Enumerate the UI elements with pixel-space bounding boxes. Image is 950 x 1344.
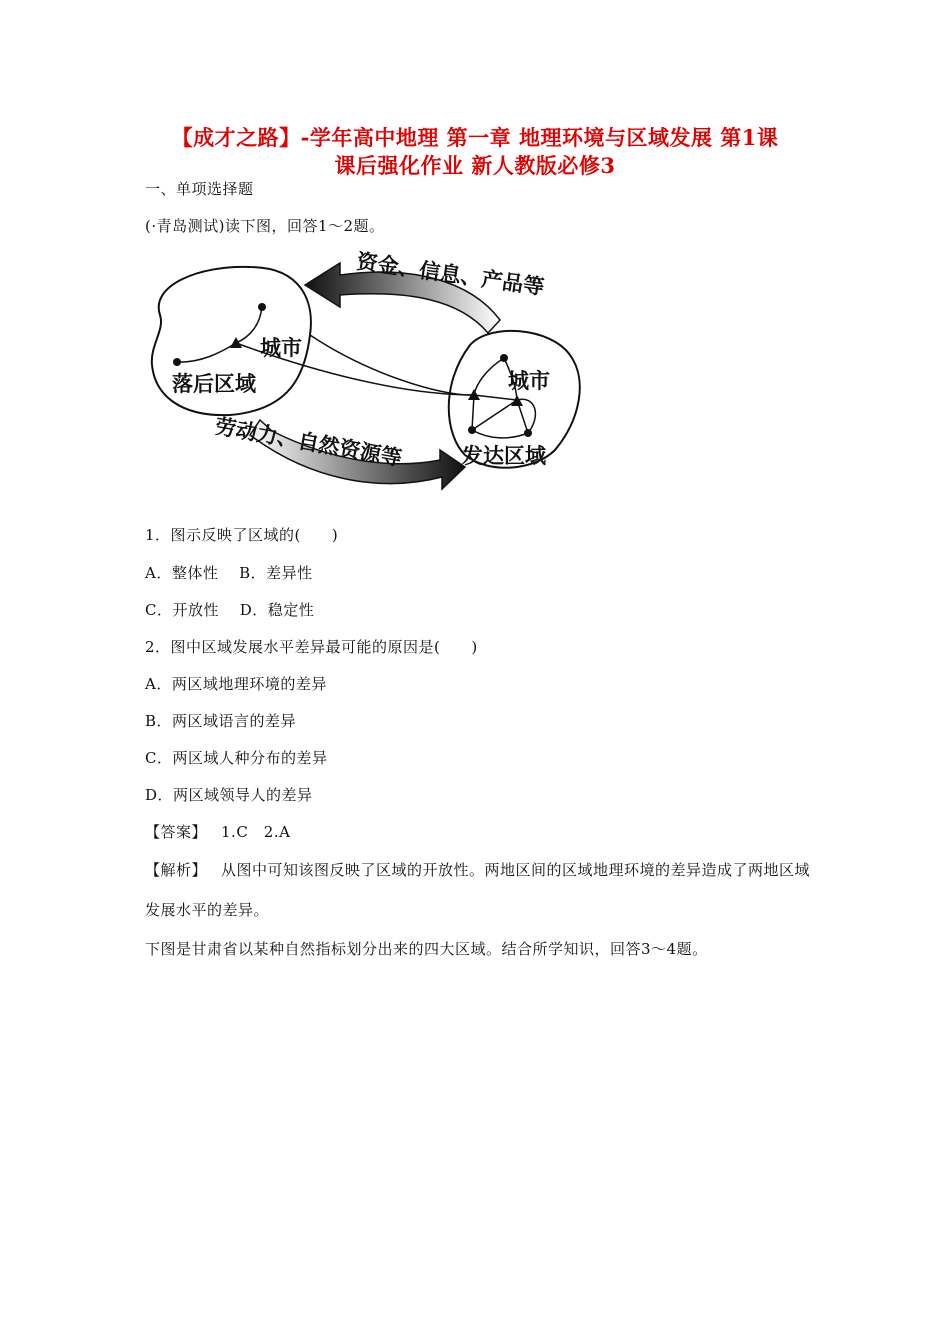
doc-title-line-1: 【成才之路】-学年高中地理 第一章 地理环境与区域发展 第1课 — [171, 125, 779, 150]
left-region-label: 落后区域 — [172, 372, 256, 396]
question-2-option-a: A．两区域地理环境的差异 — [145, 675, 327, 693]
intro-question-1-2: (·青岛测试)读下图，回答1～2题。 — [145, 217, 385, 235]
question-1-stem: 1．图示反映了区域的( ) — [145, 526, 339, 544]
analysis-label: 【解析】 — [145, 861, 208, 879]
question-1-options-cd: C．开放性 D．稳定性 — [145, 601, 315, 619]
arrow-bottom-label: 劳动力、自然资源等 — [213, 414, 404, 471]
right-region-label: 发达区域 — [462, 444, 546, 468]
question-1-options-ab: A．整体性 B．差异性 — [145, 564, 313, 582]
right-city-label: 城市 — [508, 369, 550, 393]
answer-block — [145, 821, 290, 842]
question-2-option-c: C．两区域人种分布的差异 — [145, 749, 328, 767]
question-2-stem: 2．图中区域发展水平差异最可能的原因是( ) — [145, 638, 478, 656]
answer-label: 【答案】 — [145, 823, 208, 841]
question-2-option-d: D．两区域领导人的差异 — [145, 786, 313, 804]
region-flow-diagram — [140, 245, 600, 510]
question-2-option-b: B．两区域语言的差异 — [145, 712, 297, 730]
left-city-marker — [230, 337, 242, 348]
analysis-block — [145, 850, 815, 930]
analysis-text: 从图中可知该图反映了区域的开放性。两地区间的区域地理环境的差异造成了两地区域发展水平的差异。 — [145, 861, 811, 919]
arrow-top-label: 资金、信息、产品等 — [355, 249, 546, 300]
section-heading: 一、单项选择题 — [145, 180, 254, 198]
left-city-label: 城市 — [260, 336, 302, 360]
doc-title-line-2: 课后强化作业 新人教版必修3 — [334, 153, 616, 178]
answer-text: 1.C 2.A — [221, 823, 291, 841]
intro-question-3-4: 下图是甘肃省以某种自然指标划分出来的四大区域。结合所学知识，回答3～4题。 — [145, 940, 708, 958]
